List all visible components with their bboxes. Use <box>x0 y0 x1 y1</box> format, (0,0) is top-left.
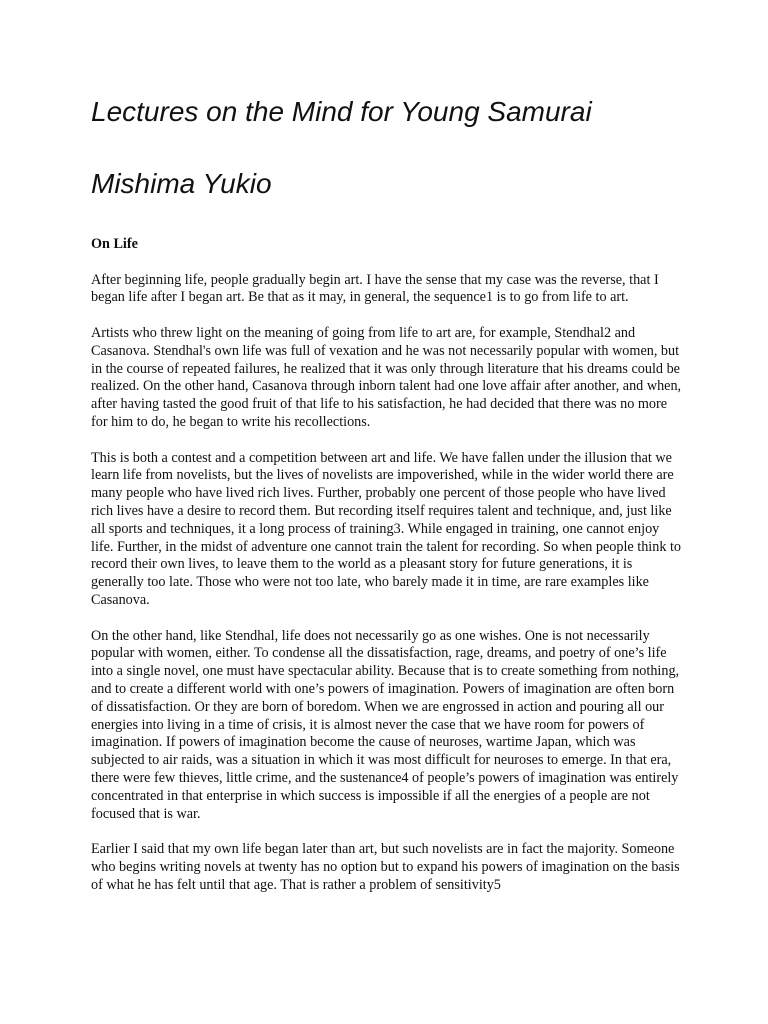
paragraph-3: This is both a contest and a competition between art and life. We have fallen under the illusion that we learn life from novelists, but the lives of novelists are impoverished, while in the wider world there are many people who have lived rich lives. Further, probably one percent of those people who have lived rich lives have a desire to record them. But recording itself requires talent and technique, and, just like all sports and techniques, it a long process of training3. While engaged in training, one cannot enjoy life. Further, in the midst of adventure one cannot train the talent for recording. So when people think to record their own lives, to leave them to the world as a pleasant story for future generations, it is generally too late. Those who were not too late, who barely made it in time, are rare examples like Casanova. <box>91 449 682 608</box>
paragraph-4: On the other hand, like Stendhal, life does not necessarily go as one wishes. One is not necessarily popular with women, either. To condense all the dissatisfaction, rage, dreams, and poetry of one’s life into a single novel, one must have spectacular ability. Because that is to create something from nothing, and to create a different world with one’s powers of imagination. Powers of imagination are often born of dissatisfaction. Or they are born of boredom. When we are engrossed in action and pouring all our energies into living in a time of crisis, it is almost never the case that we have room for powers of imagination. If powers of imagination become the cause of neuroses, wartime Japan, which was subjected to air raids, was a situation in which it was most difficult for neuroses to emerge. In that era, there were few thieves, little crime, and the sustenance4 of people’s powers of imagination was entirely concentrated in that enterprise in which success is impossible if all the energies of a people are not focused that is war. <box>91 627 680 822</box>
paragraph-5: Earlier I said that my own life began later than art, but such novelists are in fact the majority. Someone who begins writing novels at twenty has no option but to expand his powers of imagination on the basis of what he has felt until that age. That is rather a problem of sensitivity5 <box>91 841 680 893</box>
document-body <box>91 236 683 912</box>
document-title: Lectures on the Mind for Young Samurai <box>91 96 592 127</box>
paragraph-2: Artists who threw light on the meaning of going from life to art are, for example, Stendhal2 and Casanova. Stendhal's own life was full of vexation and he was not necessarily popular with women, but in the course of repeated failures, he realized that it was only through literature that his dreams could be realized. On the other hand, Casanova through inborn talent had one love affair after another, and when, after having tasted the good fruit of that life to his satisfaction, he had decided that there was no more for him to do, he began to write his recollections. <box>91 324 682 430</box>
document-author: Mishima Yukio <box>91 168 272 199</box>
section-heading: On Life <box>91 236 138 252</box>
paragraph-1: After beginning life, people gradually begin art. I have the sense that my case was the reverse, that I began life after I began art. Be that as it may, in general, the sequence1 is to go from life to art. <box>91 271 659 306</box>
